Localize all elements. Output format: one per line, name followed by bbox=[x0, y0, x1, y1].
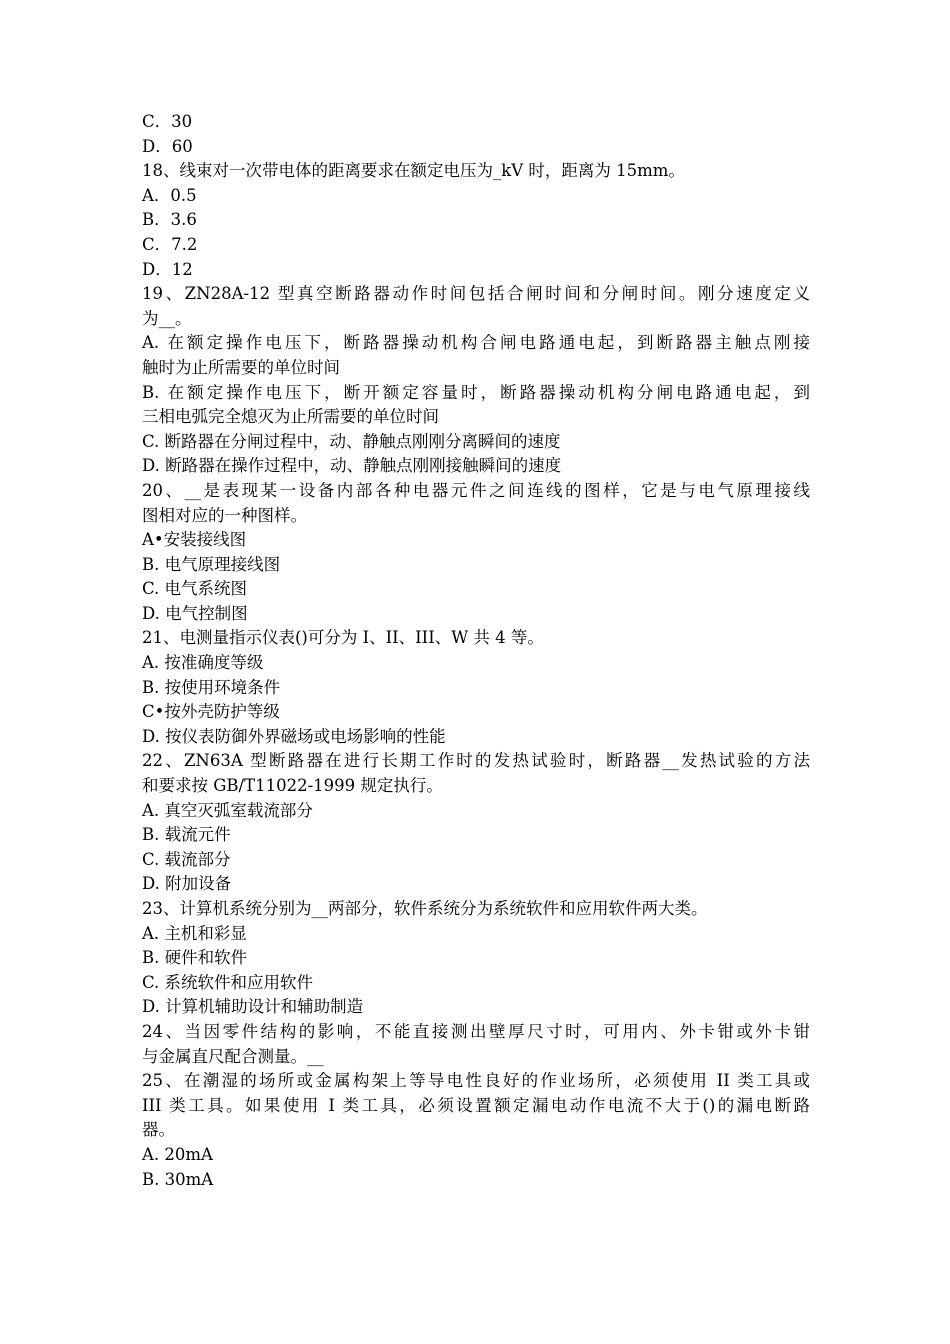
question-line: 器。 bbox=[142, 1120, 175, 1140]
question-text bbox=[142, 1069, 810, 1143]
answer-option: A. 真空灭弧室载流部分 bbox=[142, 800, 313, 820]
question-line: 与金属直尺配合测量。__ bbox=[142, 1046, 324, 1066]
answer-option: D. 电气控制图 bbox=[142, 603, 248, 623]
question-line: III 类工具。如果使用 I 类工具，必须设置额定漏电动作电流不大于()的漏电断路 bbox=[142, 1095, 810, 1115]
question-line: 25、在潮湿的场所或金属构架上等导电性良好的作业场所，必须使用 II 类工具或 bbox=[142, 1071, 810, 1091]
answer-option: D. 断路器在操作过程中，动、静触点刚刚接触瞬间的速度 bbox=[142, 456, 562, 476]
question-line: 触时为止所需要的单位时间 bbox=[142, 357, 340, 377]
answer-option: C．7.2 bbox=[142, 234, 198, 254]
answer-option: C. 系统软件和应用软件 bbox=[142, 972, 314, 992]
answer-option: B. 按使用环境条件 bbox=[142, 677, 281, 697]
question-line: 21、电测量指示仪表()可分为 I、II、III、W 共 4 等。 bbox=[142, 628, 544, 648]
question-line: 20、__是表现某一设备内部各种电器元件之间连线的图样，它是与电气原理接线 bbox=[142, 480, 810, 500]
question-line: B. 在额定操作电压下，断开额定容量时，断路器操动机构分闸电路通电起，到 bbox=[142, 382, 810, 402]
answer-option: C．30 bbox=[142, 112, 193, 131]
answer-option: B. 电气原理接线图 bbox=[142, 554, 281, 574]
question-line: 19、ZN28A-12 型真空断路器动作时间包括合闸时间和分闸时间。刚分速度定义 bbox=[142, 284, 810, 304]
question-text bbox=[142, 479, 810, 528]
question-text bbox=[142, 282, 810, 331]
question-text bbox=[142, 749, 810, 798]
answer-option: A. 按准确度等级 bbox=[142, 653, 264, 673]
answer-option: B. 硬件和软件 bbox=[142, 948, 248, 968]
question-text bbox=[142, 626, 810, 651]
question-line: 24、当因零件结构的影响，不能直接测出壁厚尺寸时，可用内、外卡钳或外卡钳 bbox=[142, 1021, 810, 1041]
answer-option: B. 30mA bbox=[142, 1169, 214, 1189]
question-text bbox=[142, 897, 810, 922]
question-line: 22、ZN63A 型断路器在进行长期工作时的发热试验时，断路器__发热试验的方法 bbox=[142, 751, 810, 771]
answer-option: A•安装接线图 bbox=[142, 530, 247, 550]
question-line: 和要求按 GB/T11022-1999 规定执行。 bbox=[142, 776, 443, 796]
question-line: 18、线束对一次带电体的距离要求在额定电压为_kV 时，距离为 15mm。 bbox=[142, 161, 685, 181]
answer-option: A. 20mA bbox=[142, 1144, 213, 1164]
answer-option: A. 主机和彩显 bbox=[142, 923, 247, 943]
answer-option: D．12 bbox=[142, 259, 193, 279]
answer-option: D. 按仪表防御外界磁场或电场影响的性能 bbox=[142, 726, 446, 746]
answer-option: C•按外壳防护等级 bbox=[142, 702, 280, 722]
question-text bbox=[142, 159, 810, 184]
answer-option: B. 载流元件 bbox=[142, 825, 231, 845]
question-line: 为__。 bbox=[142, 308, 192, 328]
answer-option: C. 电气系统图 bbox=[142, 579, 248, 599]
question-line: A. 在额定操作电压下，断路器操动机构合闸电路通电起，到断路器主触点刚接 bbox=[142, 333, 810, 353]
question-text bbox=[142, 381, 810, 430]
question-line: 图相对应的一种图样。 bbox=[142, 505, 307, 525]
answer-option: C. 载流部分 bbox=[142, 849, 231, 869]
answer-option: C. 断路器在分闸过程中，动、静触点刚刚分离瞬间的速度 bbox=[142, 431, 561, 451]
question-text bbox=[142, 1020, 810, 1069]
answer-option: D. 附加设备 bbox=[142, 874, 232, 894]
answer-option: D. 计算机辅助设计和辅助制造 bbox=[142, 997, 364, 1017]
question-line: 23、计算机系统分别为__两部分，软件系统分为系统软件和应用软件两大类。 bbox=[142, 899, 708, 918]
answer-option: D．60 bbox=[142, 136, 193, 156]
answer-option: B．3.6 bbox=[142, 210, 197, 230]
question-line: 三相电弧完全熄灭为止所需要的单位时间 bbox=[142, 407, 439, 427]
answer-option: A．0.5 bbox=[142, 185, 197, 205]
question-text bbox=[142, 331, 810, 380]
